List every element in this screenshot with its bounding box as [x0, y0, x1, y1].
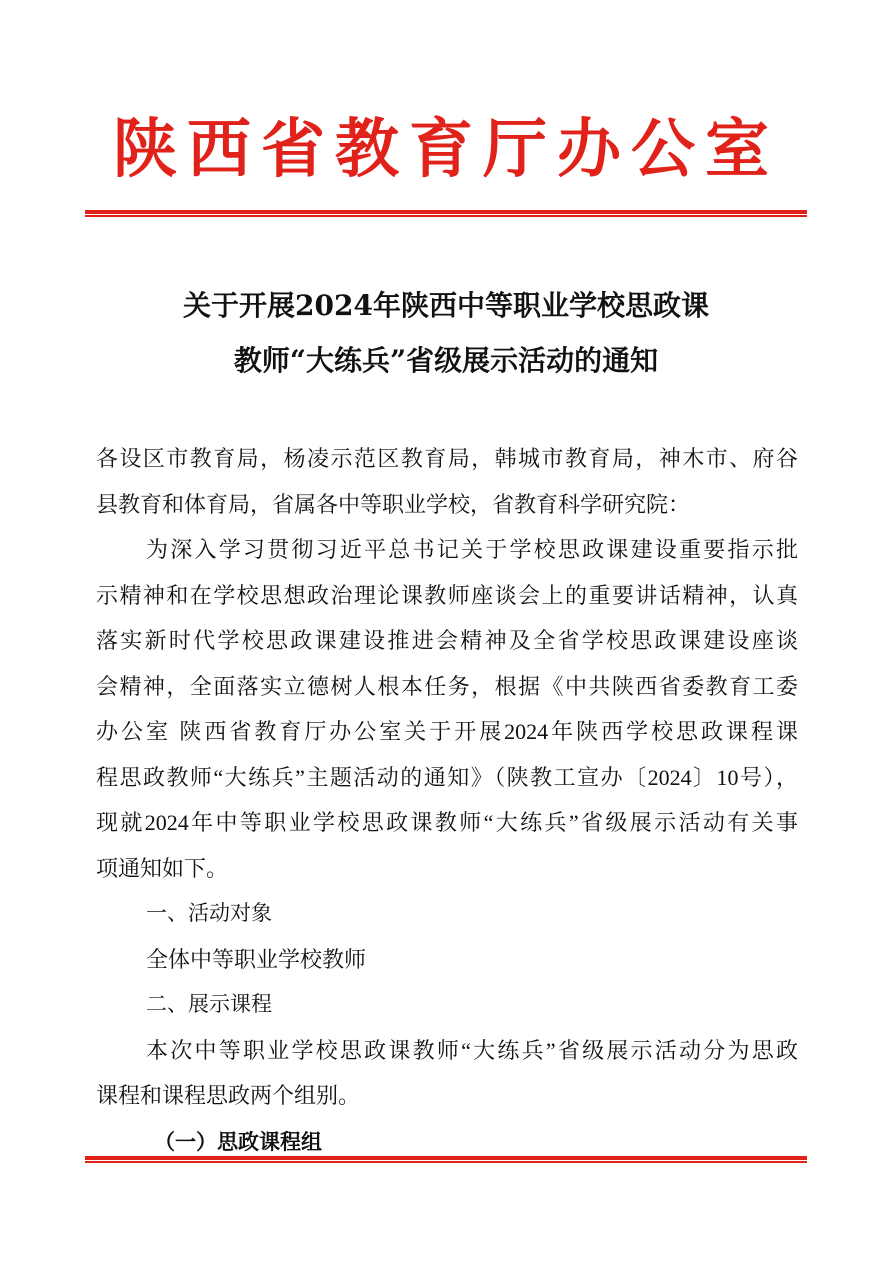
notice-body: [96, 436, 798, 1164]
top-rule-thin-line: [85, 215, 807, 217]
intro-paragraph: [96, 527, 798, 891]
notice-title-line-2: 教师“大练兵”省级展示活动的通知: [233, 344, 659, 377]
top-red-rule: [85, 210, 807, 217]
salutation-line: 各设区市教育局，杨凌示范区教育局，韩城市教育局，神木市、府谷: [96, 446, 798, 471]
section-2-line: 本次中等职业学校思政课教师“大练兵”省级展示活动分为思政: [146, 1037, 798, 1063]
salutation-line: 县教育和体育局，省属各中等职业学校，省教育科学研究院：: [96, 491, 691, 517]
section-2-paragraph: [96, 1028, 798, 1119]
intro-line: 示精神和在学校思想政治理论课教师座谈会上的重要讲话精神，认真: [96, 582, 798, 608]
intro-line: 为深入学习贯彻习近平总书记关于学校思政课建设重要指示批: [146, 537, 798, 562]
bottom-rule-thick-line: [85, 1156, 807, 1160]
section-2-heading: 二、展示课程: [146, 992, 272, 1016]
bottom-red-rule: [85, 1156, 807, 1163]
intro-line: 程思政教师“大练兵”主题活动的通知》（陕教工宣办〔2024〕10号），: [96, 764, 798, 790]
intro-line: 落实新时代学校思政课建设推进会精神及全省学校思政课建设座谈: [96, 628, 798, 653]
intro-line: 现就2024年中等职业学校思政课教师“大练兵”省级展示活动有关事: [96, 810, 799, 835]
bottom-rule-thin-line: [85, 1161, 807, 1163]
issuing-office-title: 陕西省教育厅办公室: [113, 112, 779, 187]
subsection-1-heading: （一）思政课程组: [154, 1128, 322, 1154]
section-1-heading: 一、活动对象: [146, 901, 272, 925]
salutation-paragraph: [96, 436, 798, 527]
section-1-text: 全体中等职业学校教师: [146, 946, 367, 972]
intro-line: 会精神，全面落实立德树人根本任务，根据《中共陕西省委教育工委: [96, 673, 798, 699]
notice-title-line-1: 关于开展2024年陕西中等职业学校思政课: [183, 289, 709, 322]
intro-line: 项通知如下。: [96, 855, 229, 881]
notice-title: [85, 278, 807, 388]
intro-line: 办公室 陕西省教育厅办公室关于开展2024年陕西学校思政课程课: [96, 719, 798, 744]
top-rule-thick-line: [85, 210, 807, 214]
section-2-line: 课程和课程思政两个组别。: [96, 1083, 361, 1108]
